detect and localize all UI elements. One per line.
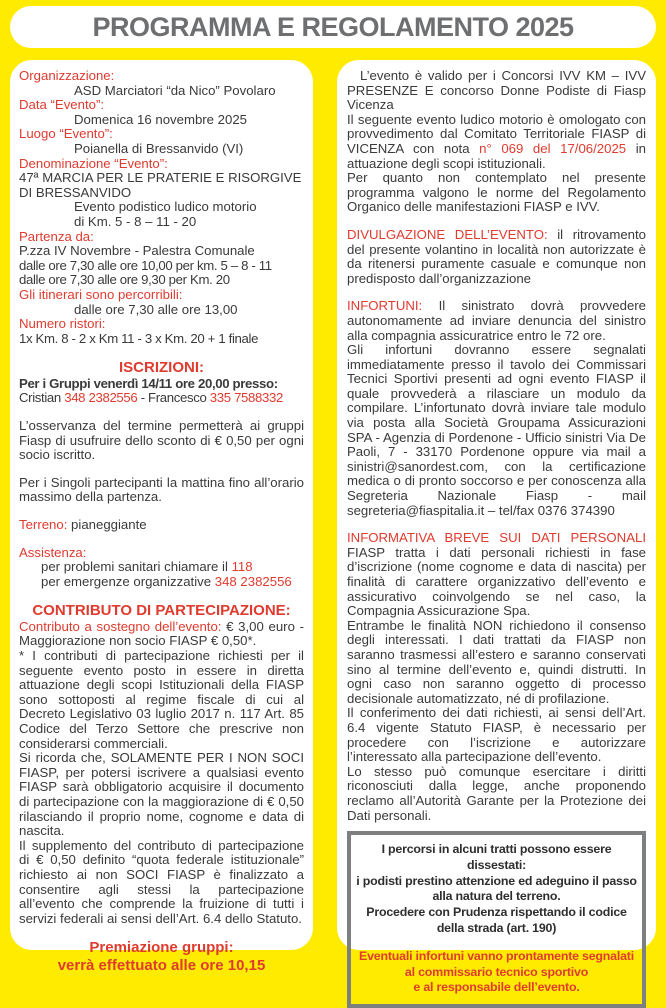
text-run: 335 7588332 [209,390,283,406]
text-line [19,288,304,303]
text-run: Il sinistrato dovrà provvedere autonomamente ad inviare denuncia del sinistro alla compagnia assicuratrice entro le 72 ore. [347,298,646,343]
text-run: e al responsabile dell’evento. [413,980,580,995]
text-run: dalle ore 7,30 alle ore 10,00 per km. 5 – 8 - 11 [19,257,272,273]
text-line [19,230,304,245]
text-run: Denominazione “Evento”: [19,155,168,171]
text-line [19,419,304,463]
right-column [337,60,656,995]
page-title: PROGRAMMA E REGOLAMENTO 2025 [92,11,574,42]
section-heading [19,957,304,975]
text-line [355,921,638,937]
text-line [19,620,304,649]
text-run: Eventuali infortuni vanno prontamente segnalati [359,948,634,963]
text-run: 118 [231,559,253,575]
text-run: L’evento è valido per i Concorsi IVV KM – IVV PRESENZE E concorso Donne Podiste di Fiasp Vicenza [347,68,646,113]
text-run: Contributo a sostegno dell’evento: [19,618,222,634]
text-run: Partenza da: [19,228,94,244]
text-line [19,69,304,84]
text-run: 47ª MARCIA PER LE PRATERIE E RISORGIVE DI BRESSANVIDO [19,170,302,200]
text-line [347,765,646,823]
text-run: Evento podistico ludico motorio [74,199,257,215]
text-line [347,619,646,707]
text-run: Entrambe le finalità NON richiedono il consenso degli interessati. I dati trattati da FIASP non saranno trasmessi all’estero e saranno conservati sino al termine dell’evento e, quindi distrutti. In ogni caso non saranno oggetto di processo decisionale automatizzato, né di profilazione. [347,617,646,706]
text-run: INFORMATIVA BREVE SUI DATI PERSONALI [347,530,646,546]
text-line [19,273,304,288]
text-line [19,244,304,259]
text-run: Il supplemento del contributo di partecipazione di € 0,50 definito “quota federale istituzionale” richiesto ai non SOCI FIASP è finalizzato a consentire agli stessi la partecipazione all’evento che comprende la fruizione di tutti i servizi federali ai sensi dell’Art. 6.4 dello Statuto. [19,837,304,926]
left-column [10,60,313,974]
text-run: ISCRIZIONI: [119,359,204,377]
text-line [355,949,638,965]
text-run: Si ricorda che, SOLAMENTE PER I NON SOCI FIASP, per potersi iscrivere a qualsiasi evento FIASP sarà obbligatorio acquisire il documento di partecipazione con la maggiorazione di € 0,50 rilasciando il proprio nome, cognome e data di nascita. [19,750,304,839]
text-run: dalle ore 7,30 alle ore 9,30 per Km. 20 [19,272,230,288]
text-line [19,575,304,590]
text-line [19,649,304,751]
text-run: Il conferimento dei dati richiesti, ai sensi dell’Art. 6.4 vigente Statuto FIASP, è necessario per procedere con l’iscrizione e autorizzare l’interessato alla partecipazione dell’evento. [347,705,646,765]
text-run: dalle ore 7,30 alle ore 13,00 [74,301,238,317]
text-run: Organizzazione: [19,68,115,83]
text-run: I percorsi in alcuni tratti possono essere dissestati: [381,842,612,872]
text-run: pianeggiante [67,516,147,532]
text-run: Cristian [19,390,65,406]
text-run: P.zza IV Novembre - Palestra Comunale [19,243,255,259]
text-run: Premiazione gruppi: [89,939,234,957]
spacer [19,589,304,602]
section-heading [19,939,304,957]
text-line [19,215,304,230]
text-run: ASD Marciatori “da Nico” Povolaro [74,82,276,98]
text-run: Data “Evento”: [19,97,105,113]
text-line [355,842,638,874]
title-banner [10,6,656,48]
text-line [19,84,304,99]
text-line [19,518,304,533]
text-line [19,98,304,113]
text-run: 348 2382556 [214,573,292,589]
section-heading [19,359,304,377]
text-line [347,706,646,764]
text-run: Poianella di Bressanvido (VI) [74,140,244,156]
text-run: Numero ristori: [19,316,106,332]
text-line [347,299,646,343]
text-run: Per quanto non contemplato nel presente programma valgono le norme del Regolamento Organico delle manifestazioni FIASP e IVV. [347,170,646,215]
text-run: al commissario tecnico sportivo [404,964,589,979]
text-line [347,343,646,518]
text-line [19,113,304,128]
text-run: i podisti prestino attenzione ed adeguino il passo [356,873,637,888]
text-run: € 3,00 euro - Maggiorazione non socio FIASP € 0,50*. [19,618,304,649]
text-run: per emergenze organizzative [41,573,215,589]
text-run: Per i Singoli partecipanti la mattina fino all’orario massimo della partenza. [19,474,304,505]
text-run: Assistenza: [19,544,87,560]
text-line [347,113,646,171]
text-run: Gli itinerari sono percorribili: [19,286,183,302]
text-run: della strada (art. 190) [436,921,557,936]
text-run: Il seguente evento ludico motorio è omologato con provvedimento dal Comitato Territoriale FIASP di VICENZA con nota [347,111,646,156]
text-line [19,200,304,215]
text-run: - Francesco [137,390,210,406]
text-line [347,171,646,215]
text-run: Terreno: [19,516,68,532]
text-line [19,259,304,274]
text-run: Lo stesso può comunque esercitare i diritti riconosciuti dalla legge, anche proponendo reclamo all’Autorità Garante per la Protezione dei Dati personali. [347,763,646,823]
text-line [355,980,638,996]
text-run: Procedere con Prudenza rispettando il codice [366,905,627,920]
text-line [19,303,304,318]
text-run: INFORTUNI: [347,298,423,314]
text-line [19,171,304,200]
text-run: Per i Gruppi venerdì 14/11 ore 20,00 presso: [19,375,278,391]
text-run: il ritrovamento del presente volantino in località non autorizzate è da ritenersi puramente casuale e comunque non predisposto dall’organizzazione [347,226,646,286]
text-line [19,157,304,172]
text-run: DIVULGAZIONE DELL’EVENTO: [347,226,548,242]
text-line [19,127,304,142]
spacer [19,346,304,359]
right-column-text [347,69,646,823]
spacer [355,937,638,949]
text-run: in attuazione degli scopi istituzionali. [347,140,646,171]
text-line [19,546,304,561]
text-run: * I contributi di partecipazione richiesti per il seguente evento posto in essere in diretta attuazione degli scopi Istituzionali della FIASP sono sottoposti al regime fiscale di cui al Decreto Legislativo 03 luglio 2017 n. 117 Art. 85 Codice del Terzo Settore che prescrive non considerarsi commerciali. [19,648,304,751]
text-run: FIASP tratta i dati personali richiesti in fase d’iscrizione (nome cognome e data di nascita) per finalità di carattere organizzativo dell’evento e assicurativo coinvolgendo se nel caso, la Compagnia Assicurazione Spa. [347,544,646,619]
text-run: L’osservanza del termine permetterà ai gruppi Fiasp di usufruire dello sconto di € 0,50 per ogni socio iscritto. [19,417,304,463]
text-run: Gli infortuni dovranno essere segnalati immediatamente presso il tavolo dei Commissari Tecnici Sportivi presenti ad ogni evento FIASP il quale provvederà a rilasciare un modulo da compilare. L’infortunato dovrà inviare tale modulo via posta alla Società Groupama Assicurazioni SPA - Agenzia di Pordenone - Ufficio sinistri Via De Paoli, 7 - 33170 Pordenone oppure via mail a sinistri@sanordest.com, con la certificazione medica o di pronto soccorso e per conoscenza alla Segreteria Nazionale Fiasp - mail segreteria@fiaspitalia.it – tel/fax 0376 374390 [347,342,646,518]
trail-warning-notice-box [347,831,646,1008]
text-run: di Km. 5 - 8 – 11 - 20 [74,213,197,229]
text-line [347,69,646,113]
text-line [347,228,646,286]
text-run: 1x Km. 8 - 2 x Km 11 - 3 x Km. 20 + 1 finale [19,330,259,346]
spacer [19,926,304,939]
text-line [355,874,638,890]
text-line [347,546,646,619]
text-line [355,905,638,921]
text-line [19,377,304,392]
text-line [19,332,304,347]
text-line [19,317,304,332]
text-line [19,476,304,505]
text-line [19,839,304,927]
text-run: CONTRIBUTO DI PARTECIPAZIONE: [32,602,291,620]
text-run: n° 069 del 17/06/2025 [479,140,627,156]
text-run: 348 2382556 [64,390,138,406]
text-run: per problemi sanitari chiamare il [41,559,232,575]
text-line [347,531,646,546]
text-line [19,751,304,839]
section-heading [19,602,304,620]
text-run: alla natura del terreno. [432,889,561,904]
text-line [19,142,304,157]
text-line [19,560,304,575]
text-run: verrà effettuato alle ore 10,15 [57,956,266,974]
text-run: Domenica 16 novembre 2025 [74,111,248,127]
text-run: Luogo “Evento”: [19,126,113,142]
text-line [19,391,304,406]
text-line [355,889,638,905]
text-line [355,965,638,981]
